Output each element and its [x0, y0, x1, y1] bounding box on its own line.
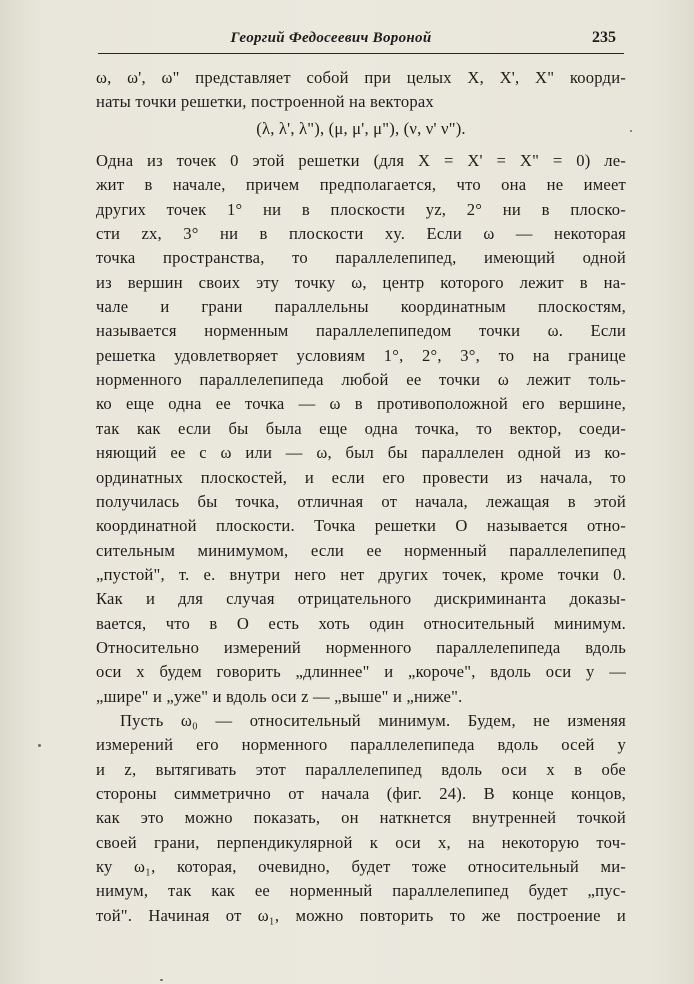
text-line: норменного параллелепипеда любой ее точки ω лежит толь- [96, 370, 626, 390]
text-line: ω, ω', ω" представляет собой при целых X, X', X" коорди- [96, 68, 626, 87]
text-line: и z, вытягивать этот параллелепипед вдоль оси x в обе [96, 759, 626, 779]
text-line: как это можно показать, он наткнется внутренней точкой [96, 808, 626, 828]
running-title: Георгий Федосеевич Вороной [230, 30, 432, 46]
text-line: наты точки решетки, построенной на векторах [96, 92, 434, 112]
paper-speck [160, 979, 163, 981]
text-line: ко еще одна ее точка — ω в противоположной его вершине, [96, 394, 626, 414]
text-line: жит в начале, причем предполагается, что она не имеет [96, 175, 626, 195]
text-line: измерений его норменного параллелепипеда вдоль осей y [96, 735, 626, 755]
body-text [96, 66, 626, 928]
text-line: „пустой", т. е. внутри него нет других точек, кроме точки 0. [96, 564, 626, 584]
page-header [98, 26, 624, 56]
text-line: решетка удовлетворяет условиям 1°, 2°, 3°, то на границе [96, 345, 626, 365]
text-line: координатной плоскости. Точка решетки O называется отно- [96, 516, 626, 536]
text-line: Относительно измерений норменного параллелепипеда вдоль [96, 637, 626, 657]
text-line: Как и для случая отрицательного дискриминанта доказы- [96, 589, 626, 609]
text-line: Одна из точек 0 этой решетки (для X = X' = X" = 0) ле- [96, 151, 626, 171]
text-line: чале и грани параллельны координатным плоскостям, [96, 297, 626, 317]
header-rule [98, 53, 624, 54]
paper-speck [38, 744, 41, 747]
text-line: точка пространства, то параллелепипед, имеющий одной [96, 248, 626, 268]
text-line: вается, что в O есть хоть один относительный минимум. [96, 613, 626, 633]
text-line: оси x будем говорить „длиннее" и „короче", вдоль оси y — [96, 662, 626, 682]
paper-speck [630, 130, 632, 132]
text-line: няющий ее с ω или — ω, был бы параллелен одной из ко- [96, 443, 626, 463]
text-line: получилась бы точка, отличная от начала, лежащая в этой [96, 491, 626, 511]
text-line: „шире" и „уже" и вдоль оси z — „выше" и „ниже". [96, 686, 463, 706]
text-line: своей грани, перпендикулярной к оси x, на некоторую точ- [96, 832, 626, 852]
display-formula: (λ, λ', λ"), (μ, μ', μ"), (ν, ν' ν"). [256, 118, 466, 138]
text-line: сительным минимумом, если ее норменный параллелепипед [96, 540, 626, 560]
text-line: сти zx, 3° ни в плоскости xy. Если ω — некоторая [96, 224, 626, 244]
text-line: называется норменным параллелепипедом точки ω. Если [96, 321, 626, 341]
page-number: 235 [592, 29, 616, 46]
text-line: ординатных плоскостей, и если его провести из начала, то [96, 467, 626, 487]
text-line: стороны симметрично от начала (фиг. 24). В конце концов, [96, 783, 626, 803]
text-line: так как если бы была еще одна точка, то вектор, соеди- [96, 418, 626, 438]
text-line: других точек 1° ни в плоскости yz, 2° ни в плоско- [96, 199, 626, 219]
text-line: нимум, так как ее норменный параллелепипед будет „пус- [96, 881, 626, 901]
text-line: из вершин своих эту точку ω, центр которого лежит в на- [96, 272, 626, 292]
text-line: ку ω₁, которая, очевидно, будет тоже относительный ми- [96, 857, 626, 876]
text-line: Пусть ω₀ — относительный минимум. Будем, не изменяя [120, 710, 626, 730]
text-line: той". Начиная от ω₁, можно повторить то же построение и [96, 905, 626, 925]
